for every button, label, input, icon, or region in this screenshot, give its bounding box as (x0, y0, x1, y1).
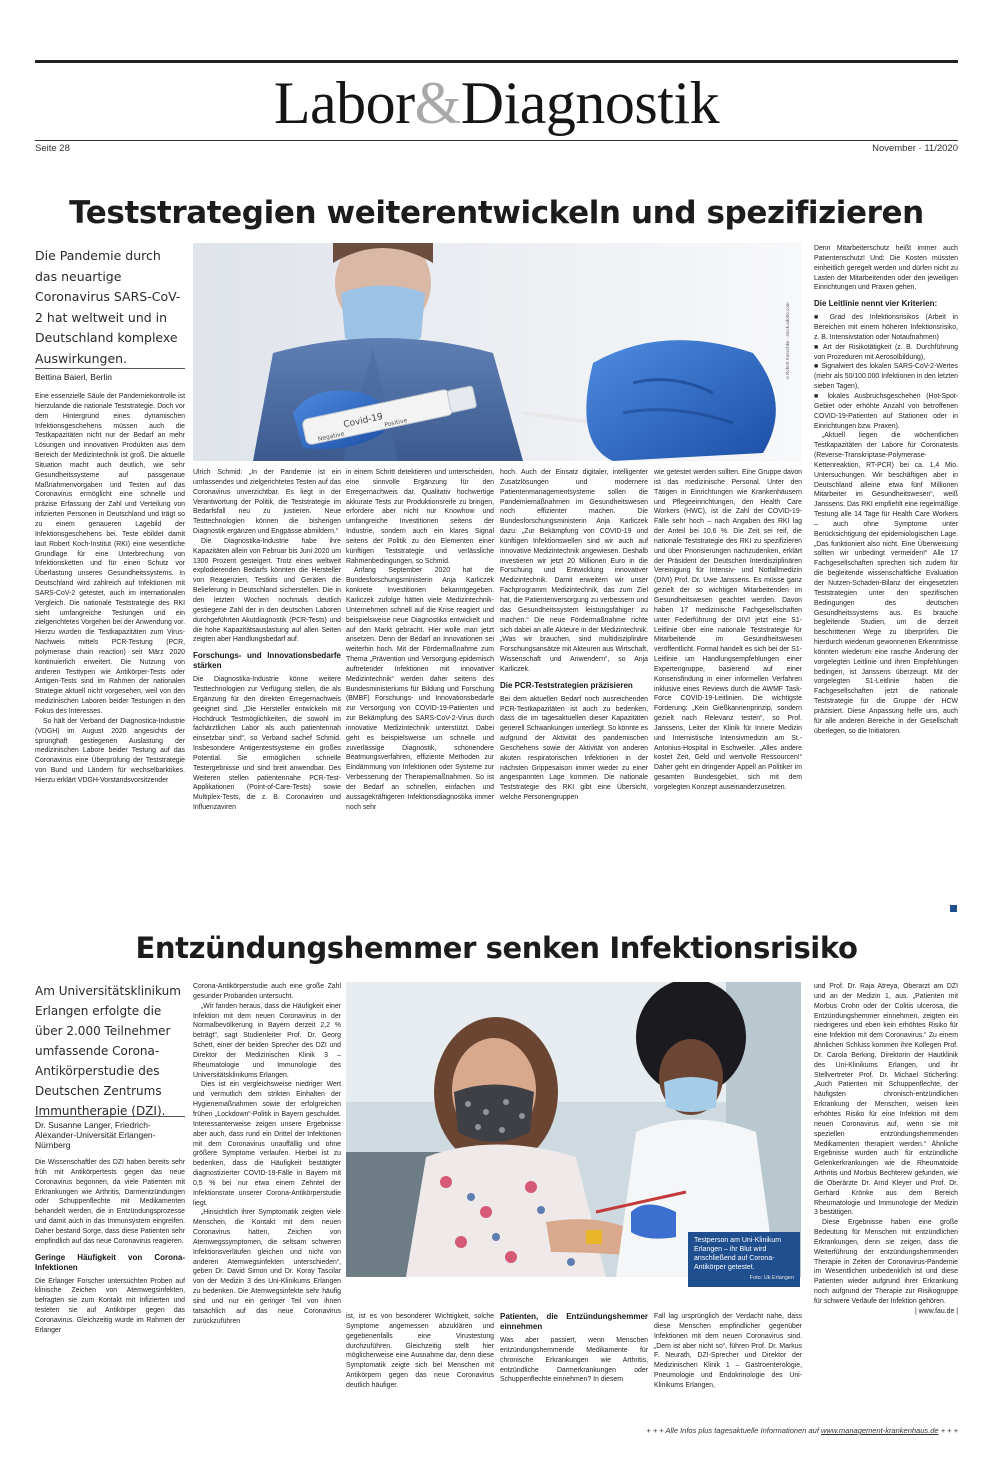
criteria-item: ■ Signalwert des lokalen SARS-CoV-2-Wertes (mehr als 50/100.000 Infektionen in den letzten sieben Tagen), (814, 363, 958, 391)
article1-column-6: Denn Mitarbeiterschutz heißt immer auch Patientenschutz! Und: Die Kosten müssten einheitlich geregelt werden und dürfen nicht zu Lasten der Mitarbeitenden oder den jeweiligen Einrichtungen und Praxen gehen. Die Leitlinie nennt vier Kriterien: ■ Grad des Infektionsrisikos (Arbeit in Bereichen mit einem höheren Infektionsrisiko, z. B. Intensivstation oder Notaufnahmen) ■ Art der Risikotätigkeit (z. B. Durchführung von Prozeduren mit Aerosolbildung), ■ Signalwert des lokalen SARS-CoV-2-Wertes (mehr als 50/100.000 Infektionen in den letzten sieben Tagen), ■ lokales Ausbruchsgeschehen (Hot-Spot-Gebiet oder erhöhte Anzahl von betroffenen COVID-19-Patienten auf Stationen oder in Einrichtungen bzw. Praxen). „Aktuell liegen die wöchentlichen Testkapazitäten der Labore für Coronatests (Reverse-Transkriptase-Polymerase-Kettenreaktion, RT-PCR) bei ca. 1,4 Mio. Untersuchungen. Wir beschäftigen aber in Deutschland alleine etwa fünf Millionen Mitarbeiter im Gesundheitswesen“, weiß Janssens. Das RKI empfiehlt eine regelmäßige Testung alle 14 Tage für Health Care Workers – auch ohne Symptome unter Berücksichtigung der epidemiologischen Lage. „Das funktioniert also nicht. Eine Überweisung sollten wir unbedingt vermeiden!“ Alle 17 Fachgesellschaften sprechen sich zudem für die begleitende wissenschaftliche Evaluation der Nutzen-Schaden-Bilanz der eingesetzten Teststrategien unter den spezifischen Bedingungen des deutschen Gesundheitssystems aus. Es brauche begleitende Studien, um die derzeit beschrittenen Wege zu überprüfen. Die hierdurch wiederum gewonnenen Erkenntnisse könnten wiederum eine rasche Änderung der vorgelegten Leitlinie und ihren Empfehlungen bedingen, ist Janssens überzeugt. Mit der vorgelegten S1-Leitlinie haben die Fachgesellschaften jetzt die nationale Teststrategie für die Gruppe der HCW präzisiert. Diese Anpassung helfe uns, auch für alle anderen Bereiche in der Gesellschaft überlegen, so die Initiatoren. (814, 245, 958, 735)
article2-lead: Am Universitätsklinikum Erlangen erfolgte die über 2.000 Teilnehmer umfassende Corona-Antikörperstudie des Deutschen Zentrums Immuntherapie (DZI). (35, 984, 181, 1118)
article2-column-6: und Prof. Dr. Raja Atreya, Oberarzt am DZI und an der Medizin 1, aus. „Patienten mit Morbus Crohn oder der Colitis ulcerosa, die Entzündungshemmer einnehmen, zeigten ein niedrigeres und eben kein erhöhtes Risiko für eine Infektion mit dem Coronavirus.“ Zu einem ähnlichen Schluss kommen ihre Kollegen Prof. Dr. Carola Berking, Direktorin der Hautklinik des Uni-Klinikums Erlangen, und ihr Stellvertreter Prof. Dr. Michael Sticherling: „Auch Patienten mit Schuppenflechte, der häufigsten chronisch-entzündlichen Erkrankung der Menschen, weisen kein erhöhtes Risiko für eine Infektion mit dem neuen Coronavirus auf, wenn sie mit speziellen entzündungshemmenden Medikamenten therapiert werden.“ Ähnliche Ergebnisse wurden auch für entzündliche Gelenkerkrankungen wie die Rheumatoide Arthritis und Morbus Bechterew gefunden, wie die Oberärzte Dr. Arnd Kleyer und Prof. Dr. Gerhard Krönke aus dem Bereich Rheumatologie und Immunologie der Medizin 3 bestätigen. Diese Ergebnisse haben eine große Bedeutung für Menschen mit entzündlichen Erkrankungen, denn sie zeigen, dass die Weiterführung der entzündungshemmenden Therapie in Zeiten der Coronavirus-Pandemie im Wesentlichen unbedenklich ist und diese Patienten wieder aufgrund ihrer Erkrankung noch aufgrund der Therapie zur Risikogruppe für schwere Verläufe der Infektion gehören. | www.fau.de | (814, 983, 958, 1315)
article1-column-5: wie getestet werden sollten. Eine Gruppe davon ist das medizinische Personal. Unter den Tätigen in Einrichtungen wie Krankenhäusern und Pflegeeinrichtungen, den Health Care Workers (HWC), ist die Zahl der COVID-19-Fälle sehr hoch – nach Angaben des RKI lag der Anteil bei 10,6 %. Die Zeit sei reif, die nationale Teststrategie des RKI zu spezifizieren und über Priorisierungen nachzudenken, erklärt der Präsident der Deutschen Interdisziplinären Vereinigung für Intensiv- und Notfallmedizin (DIVI) Prof. Dr. Uwe Janssens. Es müsse ganz gezielt der so wichtigen Mitarbeitenden im Gesundheitswesen geachtet werden. Davon haben 17 medizinische Fachgesellschaften unter Federführung der DIVI jetzt eine S1-Leitlinie über eine nationale Teststrategie für Mitarbeitende im Gesundheitswesen veröffentlicht. Formal handelt es sich bei der S1-Leitlinie um Handlungsempfehlungen einer Expertengruppe, basierend auf einer Konsensfindung in einer informellen Verfahren inklusive eines Reviews durch die AWMF Task-Force COVID-19-Leitlinien. Die wichtigste Forderung: „Kein Gießkannenprinzip, sondern gezielt nach Relevanz testen“, so Prof. Janssens, Leiter der Klinik für Innere Medizin und Internistische Intensivmedizin am St.-Antonius-Hospital in Eschweiler. „Alles andere kostet Zeit, Geld und wertvolle Ressourcen!“ Daher geht ein dringender Appell an Politiker im gesamten Bundesgebiet, sich mit dem vorgelegten Konzept auseinanderzusetzen. (654, 469, 802, 791)
article1-end-mark (950, 905, 957, 912)
criteria-item: ■ lokales Ausbruchsgeschehen (Hot-Spot-Gebiet oder erhöhte Anzahl von betroffenen COVID-19-Patienten auf Stationen oder in Einrichtungen bzw. Praxen). (814, 392, 958, 430)
footer: + + + Alle Infos plus tagesaktuelle Informationen auf www.management-krankenhaus.de + + + (646, 1426, 958, 1435)
article1-column-1: Eine essenzielle Säule der Pandemiekontrolle ist hierzulande die nationale Teststrategie. Doch vor dem Hintergrund eines dynamischen Infektionsgeschehens müssen auch die Testkapazitäten nicht nur der Bedarf an mehr Lösungen und innovativen Produkten aus dem Bereich der Medizintechnik ist groß. Die aktuelle Situation macht auch deutlich, wie sehr Gesundheitssysteme auf passgenaue Maßnahmenvorgaben und Testen auf das Coronavirus ermöglicht eine schnelle und präzise Erfassung der Zahl und Verteilung von infizierten Personen in Deutschland und trägt so zu einem genaueren Lagebild der Infektionsgeschehens bei. Teste ebildet damit laut Robert Koch-Institut (RKI) eine wesentliche Grundlage für eine Unterbrechung von Infektionsketten und für einen Schutz vor Überlastung unseres Gesundheitssystems. In Deutschland wird zahlreich auf Infektionen mit SARS-CoV-2 getestet, auch im internationalen Vergleich. Die nationale Teststrategie des RKI sieht umfangreiche Testungen und ein zielgerichtetes Vorgehen bei der Anwendung vor. Hierzu wurden die Testkapazitäten zum Virus-Nachweis mittels PCR-Testung (PCR, polymerase chain reaction) seit März 2020 kontinuierlich erweitert. Die Nutzung von anderen Testtypen wie Antikörper-Tests oder Antigen-Tests sind im Rahmen der nationalen Strategie aktuell nicht vorgesehen, weil von den medizinischen Laboren beider Testungen in den Fokus des Interesses. So hält der Verband der Diagnostica-Industrie (VDGH) im August 2020 angesichts der sprunghaft gestiegenen Auslastung der medizinischen Labore beider Testung auf das Coronavirus eine Überprüfung der Teststrategie von Bund und Ländern für wechselbarktikes. Hierzu erklärt VDGH-Vorstandsvorsitzender (35, 393, 185, 784)
masthead-bottom-rule (35, 140, 958, 141)
footer-website-link[interactable]: www.management-krankenhaus.de (821, 1426, 939, 1435)
page-number: Seite 28 (35, 143, 70, 154)
criteria-item: ■ Art der Risikotätigkeit (z. B. Durchführung von Prozeduren mit Aerosolbildung), (814, 343, 958, 361)
masthead-top-rule (35, 60, 958, 63)
article2-column-4: Patienten, die Entzündungshemmer einnehmen Was aber passiert, wenn Menschen entzündungshemmende Medikamente für chronische Erkrankungen wie Arthritis, entzündliche Darmerkrankungen oder Schuppenflechte einnehmen? In diesem (500, 1312, 648, 1384)
article2-column-3: ist, ist es von besonderer Wichtigkeit, solche Symptome angemessen abzuklären und gegebenenfalls eine Virustestung durchzuführen. Gleichzeitig stellt hier möglicherweise eine Ausnahme dar, denn diese Symptomatik zeigte sich bei Menschen mit Antikörpern gegen das neue Coronavirus deutlich häufiger. (346, 1313, 494, 1389)
issue-date: November · 11/2020 (872, 143, 958, 154)
svg-text:Negative: Negative (317, 430, 346, 443)
article2-caption: Testperson am Uni-Klinikum Erlangen – ihr Blut wird anschließend auf Corona-Antikörper getestet. Foto: Uk Erlangen (688, 1232, 800, 1287)
article1-author: Bettina Baierl, Berlin (35, 368, 185, 382)
article1-headline: Teststrategien weiterentwickeln und spezifizieren (69, 195, 924, 231)
article1-photo (193, 243, 801, 461)
test-tube-photo (193, 243, 801, 461)
article2-column-1: Die Wissenschaftler des DZI haben bereits sehr früh mit Antikörpertests gegen das neue Coronavirus begonnen, da viele Patienten mit Erkrankungen wie Arthritis, Darmentzündungen oder Schuppenflechte mit Medikamenten behandelt werden, die in Entzündungsprozesse und damit auch in das Immunsystem eingreifen. Daher bestand Sorge, dass diese Patienten sehr empfindlich auf das neue Coronavirus reagieren. Geringe Häufigkeit von Corona-Infektionen Die Erlanger Forscher untersuchten Proben auf klinische Zeichen von Atemwegsinfekten, befragten sie zum Kontakt mit Infizierten und testeten sie auf Antikörper gegen das Coronavirus. Gleichzeitig wurde im Rahmen der Erlanger (35, 1159, 185, 1334)
tube-label: Covid-19 (342, 412, 384, 431)
article2-column-2: Corona-Antikörperstudie auch eine große Zahl gesunder Probanden untersucht. „Wir fanden heraus, dass die Häufigkeit einer Infektion mit dem neuen Coronavirus in der Normalbevölkerung in Bayern derzeit 2,2 % beträgt“, sagt Studienleiter Prof. Dr. Georg Schett, einer der beiden Sprecher des DZI und Direktor der Medizinischen Klinik 3 – Rheumatologie und Immunologie des Universitätsklinikums Erlangen. Dies ist ein vergleichsweise niedriger Wert und vermutlich dem strikten Einhalten der Hygienemaßnahmen sowie der erfolgreichen frühen „Lockdown“-Politik in Bayern geschuldet. Interessanterweise zeigen unsere Ergebnisse aber auch, dass rund ein Drittel der Infektionen mit dem Coronavirus unauffällig und ohne größere Symptome verlaufen. Hierbei ist zu bedenken, dass die Häufigkeit bestätigter diagnostizierter COVID-19-Fälle in Bayern mit 0,5 % bei nur etwa einem Zehntel der Infektionsrate unserer Corona-Antikörperstudie liegt. „Hinsichtlich ihrer Symptomatik zeigten viele Menschen, die Kontakt mit dem neuen Coronavirus hatten, Zeichen von Atemwegssymptomen, die seltsam schweren Infektionsverläufen gleichen und nicht von anderen Atemwegsinfekten unterschieden“, geben Dr. David Simon und Dr. Koray Tascilar von der Medizin 3 des Uni-Klinikums Erlangen zu bedenken. Die Atemwegsinfekte sehr häufig sind und nur ein geringer Teil von ihnen tatsächlich auf das neue Coronavirus zurückzuführen (193, 983, 341, 1325)
criteria-item: ■ Grad des Infektionsrisikos (Arbeit in Bereichen mit einem höheren Infektionsrisiko, z. B. Intensivstation oder Notaufnahmen) (814, 314, 958, 341)
article2-headline: Entzündungshemmer senken Infektionsrisiko (135, 931, 858, 965)
article1-column-2: Ulrich Schmid: „In der Pandemie ist ein umfassendes und zielgerichtetes Testen auf das Coronavirus unverzichtbar. Es liegt in der Verantwortung der Politik, die Teststrategie im Bedarfsfall neu zu justieren. Neue Testtechnologien können die bisherigen Diagnostik ergänzen und Engpässe abmildern.“ Die Diagnostika-Industrie habe ihre Kapazitäten allein von Februar bis Juni 2020 um 1300 Prozent gesteigert. Trotz eines weltweit explodierenden Bedarfs könnten die Hersteller von Reagenzien, Testkits und Geräten die Belieferung in Deutschland sicherstellen. Die in den letzten Wochen nochmals deutlich gestiegene Zahl der in den deutschen Laboren durchgeführten Akutdiagnostik (PCR-Tests) und die hohe Kapazitätsauslastung auf allen Seiten zeigten aber Handlungsbedarf auf. Forschungs- und Innovationsbedarfe stärken Die Diagnostika-Industrie könne weitere Testtechnologien zur Verfügung stellen, die als Ergänzung für den direkten Erregernachweis geeignet sind. „Die Hersteller entwickeln mit Hochdruck Testmöglichkeiten, die sowohl im fachärztlichen Labor als auch patientennah einsetzbar sind“, so Verband sachef Schmid. Insbesondere Antigentestsysteme ein großes Potential. Sie ermöglichen schnelle Testergebnisse und sind breit anwendbar. Des Weiteren stellen patientennahe PCR-Test-Applikationen (Point-of-Care-Tests) sowie Multiplex-Tests, die z. B. Coronaviren und Influenzaviren (193, 469, 341, 812)
article1-lead: Die Pandemie durch das neuartige Coronavirus SARS-CoV-2 hat weltweit und in Deutschland komplexe Auswirkungen. (35, 248, 181, 366)
article2-author: Dr. Susanne Langer, Friedrich-Alexander-Universität Erlangen-Nürnberg (35, 1116, 185, 1150)
article1-photo-credit: ©Robert Kneschke - stock.adobe.com (785, 302, 790, 380)
article1-column-3: in einem Schritt detektieren und unterscheiden, eine sinnvolle Ergänzung für den Erregernachweis dar. Qualitativ hochwertige akkurate Tests zur Produktionsreife zu bringen, erfordere aber nicht nur Knowhow und umfangreiche Investitionen seitens der Industrie, sondern auch ein klares Signal seitens der Politik zu den Elementen einer künftigen Teststrategie und verlässliche Rahmenbedingungen, so Schmid. Anfang September 2020 hat die Bundesforschungsministerin Anja Karliczek konkrete Investitionen bekanntgegeben. Karliczek zufolge hätten viele Medizintechnik-Unternehmen schnell auf die Krise reagiert und beispielsweise neue Diagnostika entwickelt und auf den Markt gebracht. Hier wolle man jetzt ansetzen. Denn der Bedarf an Innovationen sei weiterhin hoch. Mit der Fördermaßnahme zum Thema „Prävention und Versorgung epidemisch auftretender Infektionen mit innovativer Medizintechnik“ werden daher seitens des Bundesministeriums für Bildung und Forschung (BMBF) Forschungs- und Innovationsbedarfe zur Versorgung von COVID-19-Patienten und zur Bekämpfung des SARS-CoV-2-Virus durch innovative Medizintechnik unterstützt. Dabei geht es beispielsweise um schnelle und zuverlässige Diagnostik, schonendere Beatmungsverfahren, effiziente Methoden zur Eindämmung von Infektionen oder Systeme zur Verbesserung der Therapiemaßnahmen. So ist der Bedarf an schnellen, einfachen und aussagekräftigeren Infektionsdiagnostika immer noch sehr (346, 469, 494, 811)
masthead: Labor&Diagnostik (273, 70, 720, 136)
article1-column-4: hoch. Auch der Einsatz digitaler, intelligenter Zusatzlösungen und modernere Patientenmanagementsysteme sollen die Pandemiemaßnahmen im Gesundheitswesen noch effizienter machen. Die Bundesforschungsministerin Anja Karliczek dazu: „Zur Bekämpfung von COVID-19 und künftigen Infektionswellen sind wir auch auf innovative Medizintechnik angewiesen. Deshalb investieren wir jetzt 20 Millionen Euro in die Forschung und Entwicklung innovativer Medizintechnik. Damit erweitern wir unser Fachprogramm Medizintechnik, das zum Ziel hat, die Patientenversorgung zu verbessern und das Gesundheitssystem leistungsfähiger zu machen.“ Die neue Fördermaßnahme richte sich dabei an alle Akteure in der Medizintechnik. „Was wir brauchen, sind multidisziplinäre Forschungsansätze mit Akteuren aus Wirtschaft, Wissenschaft und Anwendern“, so Anja Karliczek. Die PCR-Teststrategien präzisieren Bei dem aktuellen Bedarf noch ausreichenden PCR-Testkapazitäten ist auch zu bedenken, dass die im tagesaktuellen dieser Kapazitäten generell Schwankungen unterliegt. So könnte es aufgrund der Aktivität des pandemischen Geschehens sowie der Aktivität von anderen akuten respiratorischen Infektionen in der nächsten Grippesaison immer wieder zu einer angespannten Lage kommen. Die nationale Teststrategie des RKI gibt eine Übersicht, welche Personengruppen (500, 469, 648, 802)
article2-column-5: Fall lag ursprünglich der Verdacht nahe, dass diese Menschen empfindlicher gegenüber Infektionen mit dem neuen Coronavirus sind. „Dem ist aber nicht so“, führen Prof. Dr. Markus F. Neurath, DZI-Sprecher und Direktor der Medizinischen Klinik 1 – Gastroenterologie, Pneumologie und Endokrinologie des Uni-Klinikums Erlangen, (654, 1313, 802, 1389)
svg-text:Positive: Positive (383, 417, 408, 429)
